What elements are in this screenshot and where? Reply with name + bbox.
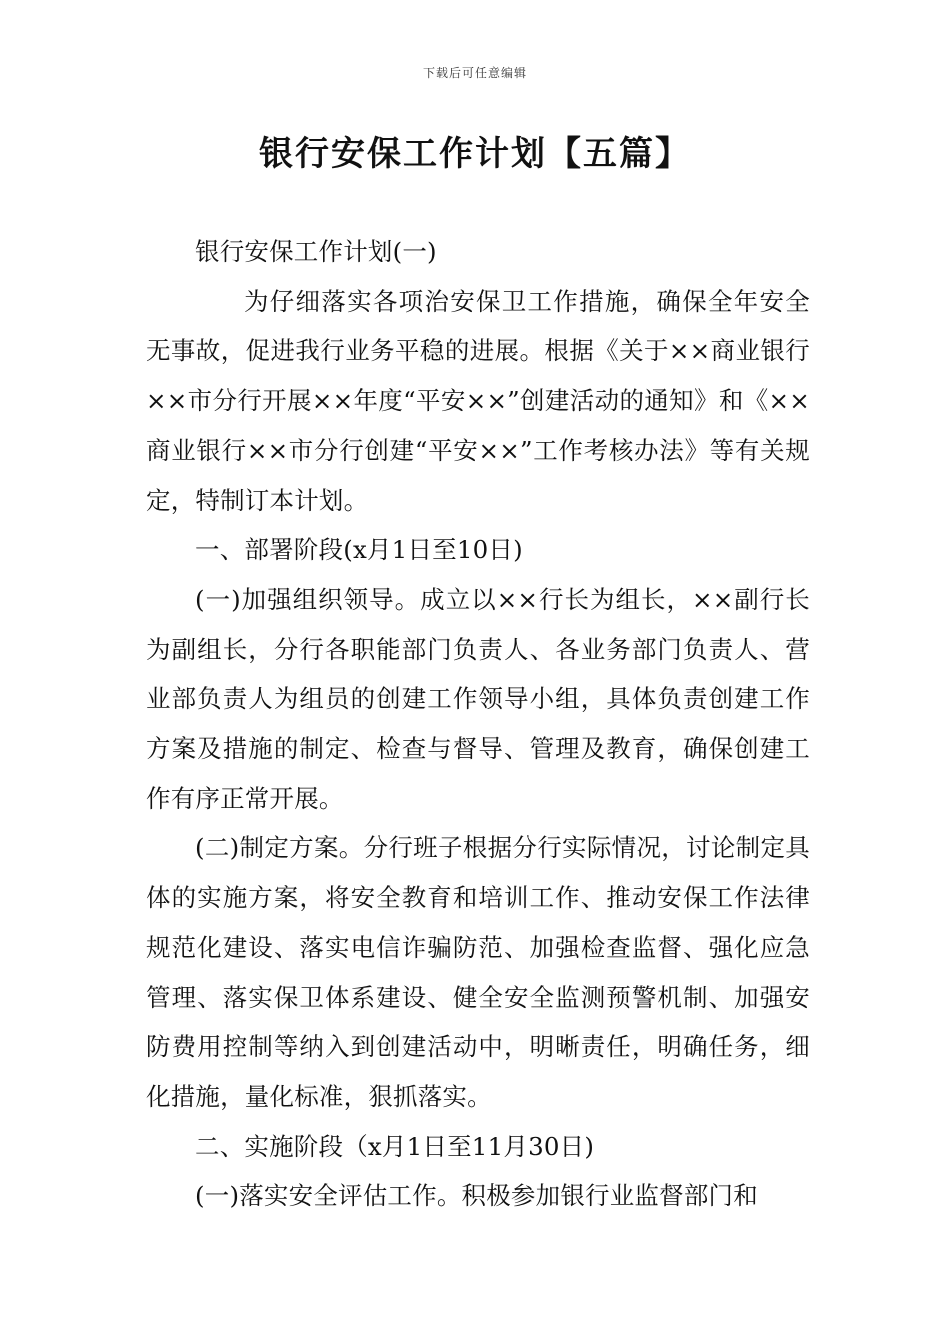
document-title: 银行安保工作计划【五篇】 — [259, 134, 691, 174]
section-heading-deployment: 一、部署阶段(x月1日至10日) — [195, 535, 523, 565]
paragraph-safety-assessment: (一)落实安全评估工作。积极参加银行业监督部门和 — [195, 1181, 758, 1211]
document-body — [146, 227, 810, 1221]
paragraph-organization: (一)加强组织领导。成立以××行长为组长，××副行长为副组长，分行各职能部门负责人、各业务部门负责人、营业部负责人为组员的创建工作领导小组，具体负责创建工作方案及措施的制定、检查与督导、管理及教育，确保创建工作有序正常开展。 — [146, 584, 810, 813]
intro-paragraph: 为仔细落实各项治安保卫工作措施，确保全年安全无事故，促进我行业务平稳的进展。根据《关于××商业银行××市分行开展××年度“平安××”创建活动的通知》和《××商业银行××市分行创建“平安××”工作考核办法》等有关规定，特制订本计划。 — [146, 286, 810, 515]
header-note: 下载后可任意编辑 — [422, 66, 527, 80]
section-heading-implementation: 二、实施阶段（x月1日至11月30日) — [195, 1131, 595, 1161]
paragraph-plan-formulation: (二)制定方案。分行班子根据分行实际情况，讨论制定具体的实施方案，将安全教育和培训工作、推动安保工作法律规范化建设、落实电信诈骗防范、加强检查监督、强化应急管理、落实保卫体系建设、健全安全监测预警机制、加强安防费用控制等纳入到创建活动中，明晰责任，明确任务，细化措施，量化标准，狠抓落实。 — [146, 833, 810, 1111]
section-heading-plan-one: 银行安保工作计划(一) — [195, 237, 437, 266]
